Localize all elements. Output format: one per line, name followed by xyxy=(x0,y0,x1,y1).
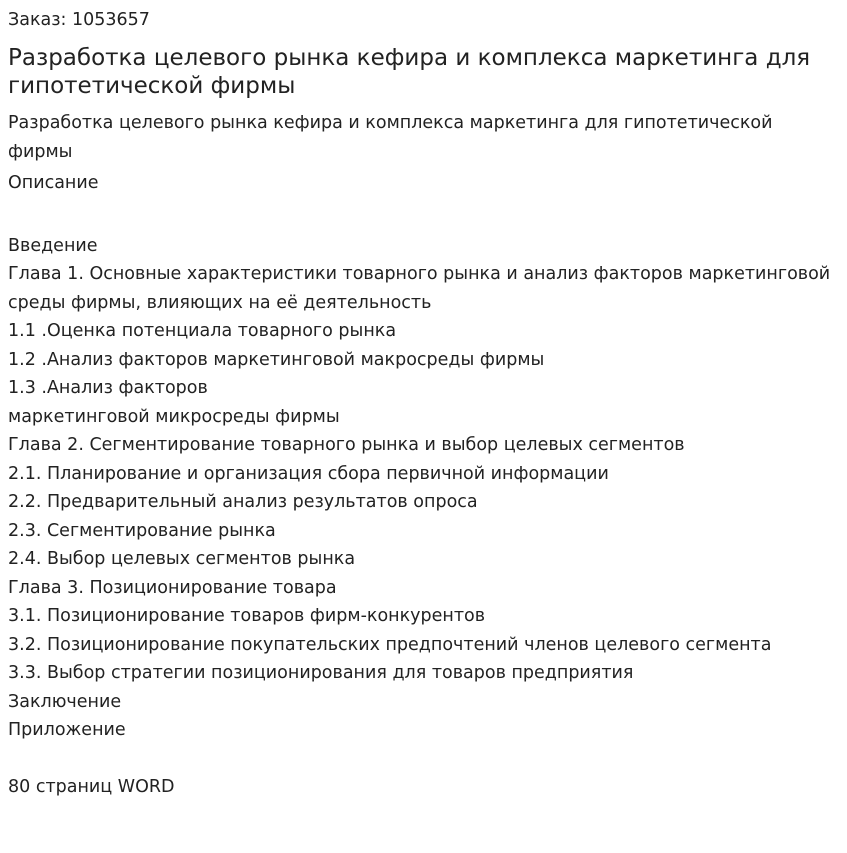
toc-item: 2.3. Сегментирование рынка xyxy=(8,520,276,541)
spacer xyxy=(8,745,839,774)
toc-item: Глава 3. Позиционирование товара xyxy=(8,577,337,598)
toc-item: 1.2 .Анализ факторов маркетинговой макросреды фирмы xyxy=(8,349,545,370)
toc-item: Заключение xyxy=(8,691,122,712)
table-of-contents xyxy=(8,232,839,745)
toc-item: 3.2. Позиционирование покупательских предпочтений членов целевого сегмента xyxy=(8,634,772,655)
toc-item: 2.2. Предварительный анализ результатов опроса xyxy=(8,492,478,512)
page-subtitle: Разработка целевого рынка кефира и комплекса маркетинга для гипотетической фирмы xyxy=(8,113,773,162)
toc-item: 2.1. Планирование и организация сбора первичной информации xyxy=(8,463,609,484)
toc-item: Введение xyxy=(8,235,98,256)
description-heading: Описание xyxy=(8,173,99,193)
pages-info: 80 страниц WORD xyxy=(8,777,175,797)
toc-item: 1.3 .Анализ факторов xyxy=(8,378,208,398)
toc-item: 3.1. Позиционирование товаров фирм-конкурентов xyxy=(8,606,486,626)
spacer xyxy=(8,198,839,232)
toc-item: Глава 2. Сегментирование товарного рынка и выбор целевых сегментов xyxy=(8,435,685,455)
order-number: Заказ: 1053657 xyxy=(8,10,150,30)
page-title: Разработка целевого рынка кефира и комплекса маркетинга для гипотетической фирмы xyxy=(8,45,811,99)
toc-item: Глава 1. Основные характеристики товарного рынка и анализ факторов маркетинговой среды фирмы, влияющих на её деятельность xyxy=(8,264,831,313)
toc-item: маркетинговой микросреды фирмы xyxy=(8,406,340,427)
toc-item: 3.3. Выбор стратегии позиционирования для товаров предприятия xyxy=(8,663,634,683)
toc-item: 2.4. Выбор целевых сегментов рынка xyxy=(8,549,356,569)
toc-item: Приложение xyxy=(8,720,126,740)
toc-item: 1.1 .Оценка потенциала товарного рынка xyxy=(8,321,397,341)
